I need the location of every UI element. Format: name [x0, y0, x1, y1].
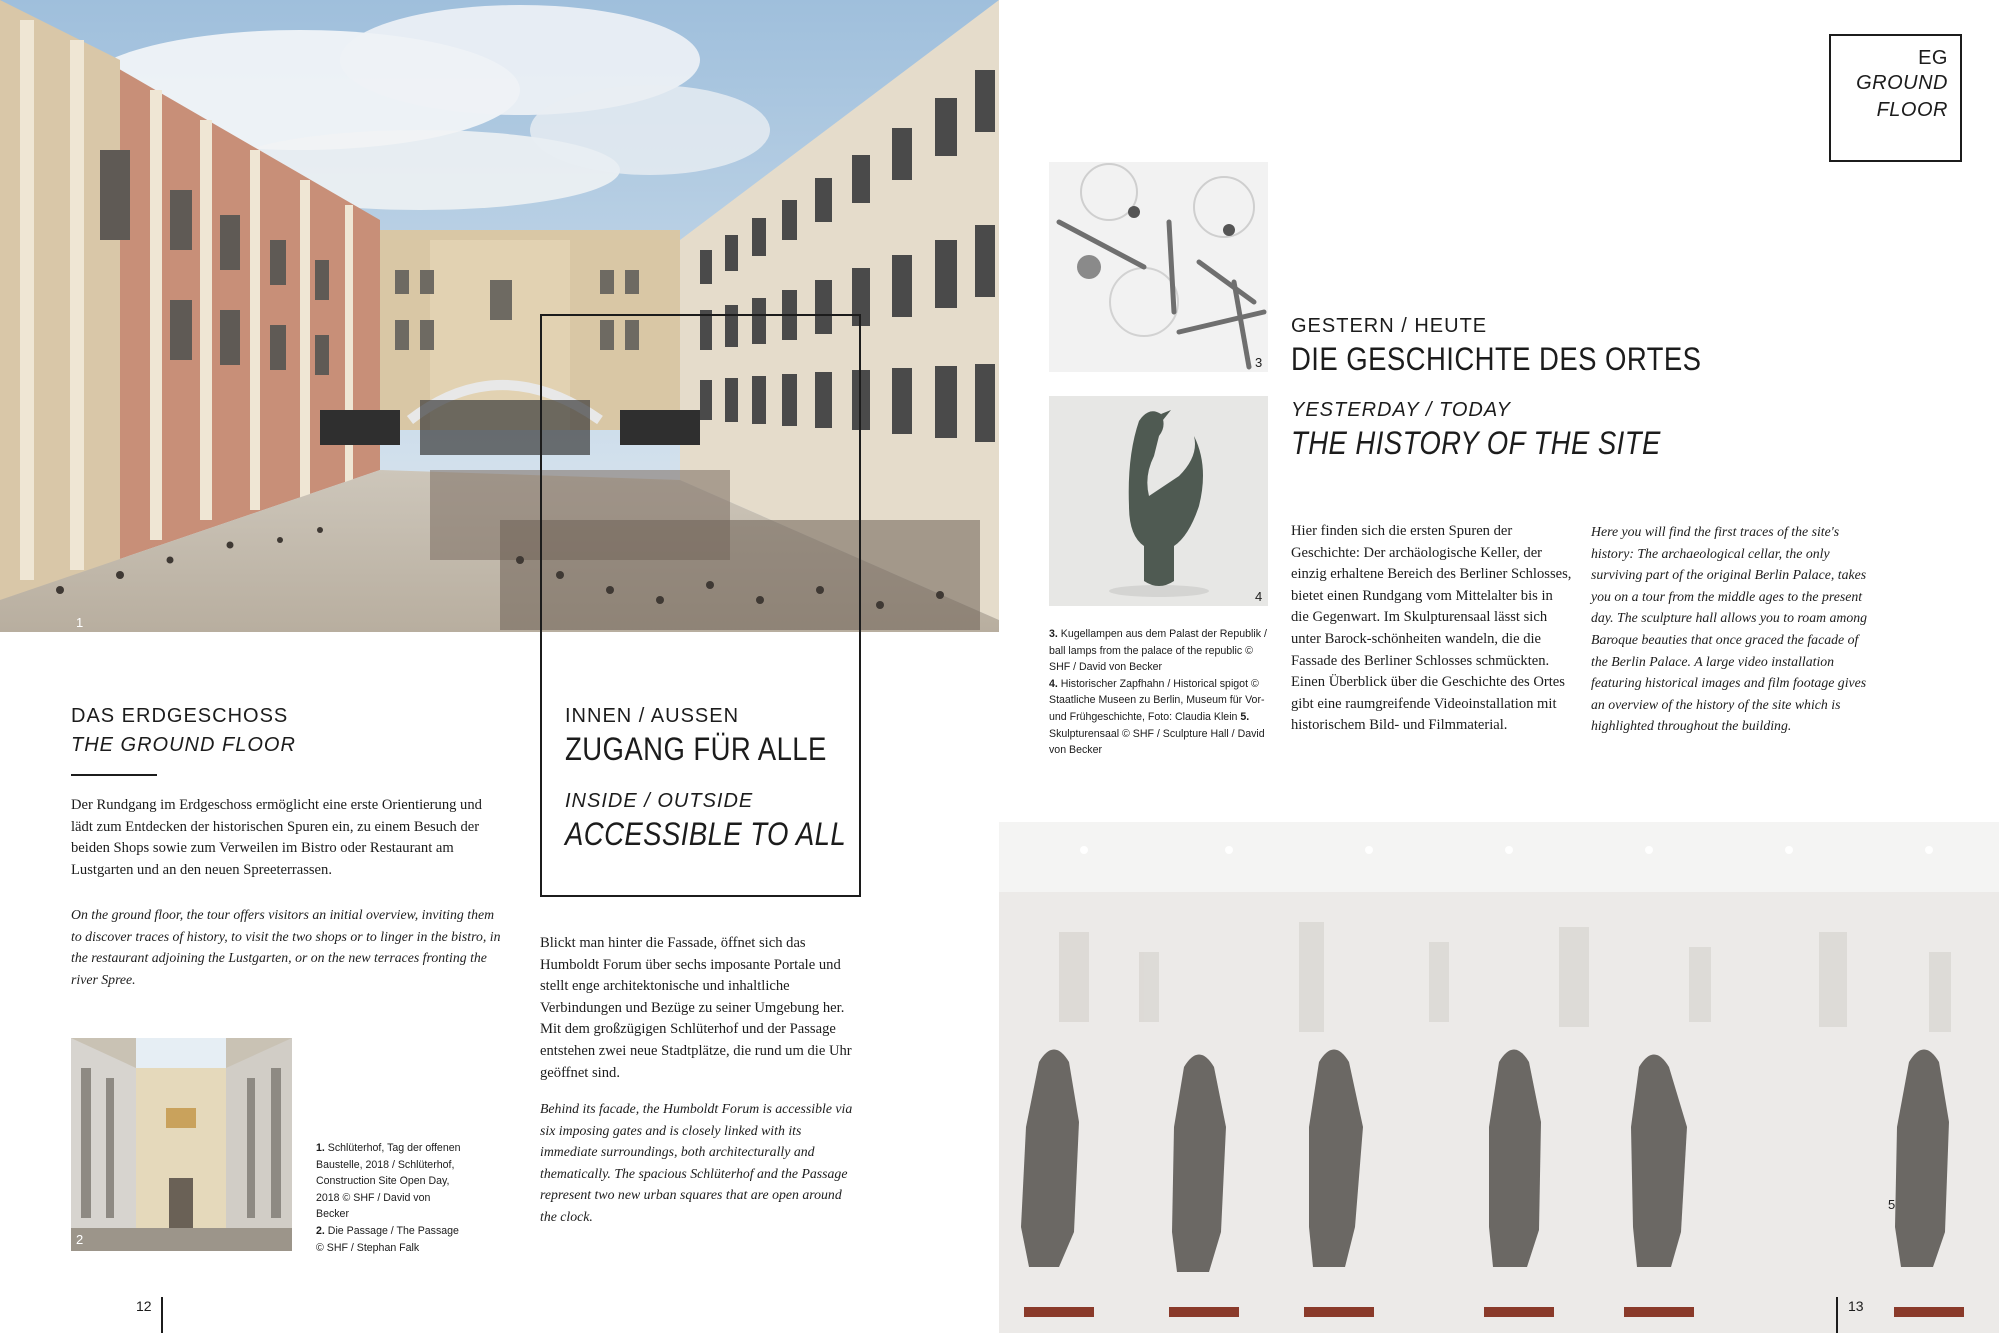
page-number-left: 12 [136, 1298, 152, 1314]
intro-text-en: On the ground floor, the tour offers visitors an initial overview, inviting them to discover traces of history, to visit the two shops or to linger in the bistro, in the restaurant adjoining the Lustgarten, or on the new terraces fronting the river Spree. [71, 907, 501, 987]
image-number-3: 3 [1255, 355, 1263, 370]
floor-label-2: FLOOR [1876, 99, 1948, 121]
image-number-2: 2 [76, 1232, 84, 1247]
photo-sculpture-hall [999, 822, 1999, 1333]
image-number-4: 4 [1255, 589, 1263, 604]
caption-number-2: 2. [316, 1224, 325, 1237]
page-number-rule-right [1836, 1297, 1838, 1333]
page-number-right: 13 [1848, 1298, 1864, 1314]
image-number-1: 1 [76, 615, 84, 630]
access-text-en: Behind its facade, the Humboldt Forum is accessible via six imposing gates and is closely linked with its immediate surroundings, both architecturally and thematically. The spacious Schlüterhof and the Passage represent two new urban squares that are open around the clock. [540, 1101, 853, 1224]
caption-text-3: Kugellampen aus dem Palast der Republik / ball lamps from the palace of the republic © SHF / David von Becker [1049, 628, 1267, 674]
floor-label-1: GROUND [1856, 72, 1948, 94]
floor-code: EG [1918, 47, 1948, 69]
photo-passage [71, 1038, 292, 1251]
caption-number-1: 1. [316, 1142, 325, 1154]
history-kicker-en: YESTERDAY / TODAY [1291, 399, 1512, 421]
intro-text-de: Der Rundgang im Erdgeschoss ermöglicht eine erste Orientierung und lädt zum Entdecken der historischen Spuren ein, zu einem Besuch der beiden Shops sowie zum Verweilen im Bistro oder Restaurant am Lustgarten und an den neuen Spreeterrassen. [71, 797, 482, 878]
image-number-5: 5 [1888, 1197, 1896, 1212]
caption-number-4: 4. [1049, 677, 1058, 690]
section-kicker-en: THE GROUND FLOOR [71, 734, 296, 756]
access-title-de: ZUGANG FÜR ALLE [565, 731, 827, 767]
caption-number-3: 3. [1049, 628, 1058, 640]
page-number-rule-left [161, 1297, 163, 1333]
caption-number-5: 5. [1240, 710, 1250, 723]
access-title-en: ACCESSIBLE TO ALL [565, 816, 847, 852]
access-kicker-de: INNEN / AUSSEN [565, 705, 740, 727]
section-divider [71, 774, 157, 776]
caption-left [316, 1140, 466, 1256]
caption-right [1049, 626, 1269, 759]
photo-spigot [1049, 396, 1268, 606]
caption-text-2: Die Passage / The Passage © SHF / Stephan Falk [316, 1224, 459, 1254]
section-kicker-de: DAS ERDGESCHOSS [71, 705, 289, 727]
caption-text-5: Skulpturensaal © SHF / Sculpture Hall / David von Becker [1049, 727, 1265, 757]
history-kicker-de: GESTERN / HEUTE [1291, 315, 1488, 337]
access-text-de: Blickt man hinter die Fassade, öffnet sich das Humboldt Forum über sechs imposante Portale und stellt enge architektonische und inhaltliche Verbindungen und Bezüge zu seiner Umgebung her. Mit dem großzügigen Schlüterhof und der Passage entstehen zwei neue Stadtplätze, die rund um die Uhr geöffnet sind. [540, 935, 852, 1081]
caption-text-4: Historischer Zapfhahn / Historical spigot © Staatliche Museen zu Berlin, Museum für Vor- und Frühgeschichte, Foto: Claudia Klein [1049, 677, 1265, 723]
history-title-en: THE HISTORY OF THE SITE [1291, 425, 1661, 461]
caption-text-1: Schlüterhof, Tag der offenen Baustelle, 2018 / Schlüterhof, Construction Site Open Day, 2018 © SHF / David von Becker [316, 1142, 461, 1221]
history-title-de: DIE GESCHICHTE DES ORTES [1291, 341, 1702, 377]
photo-ball-lamps [1049, 162, 1268, 372]
floor-badge [1829, 34, 1962, 162]
history-text-de: Hier finden sich die ersten Spuren der Geschichte: Der archäologische Keller, der einzig erhaltene Bereich des Berliner Schlosses, bietet einen Rundgang vom Mittelalter bis in die Gegenwart. Im Skulpturensaal lässt sich unter Barock-schönheiten wandeln, die die Fassade des Berliner Schlosses schmückten. Einen Überblick über die Geschichte des Ortes gibt eine raumgreifende Videoinstallation mit historischem Bild- und Filmmaterial. [1291, 523, 1572, 734]
access-kicker-en: INSIDE / OUTSIDE [565, 790, 754, 812]
history-text-en: Here you will find the first traces of the site's history: The archaeological cellar, the only surviving part of the original Berlin Palace, takes you on a tour from the middle ages to the present day. The sculpture hall allows you to roam among Baroque beauties that once graced the facade of the Berlin Palace. A large video installation featuring historical images and film footage gives an overview of the history of the site which is highlighted throughout the building. [1591, 524, 1868, 734]
